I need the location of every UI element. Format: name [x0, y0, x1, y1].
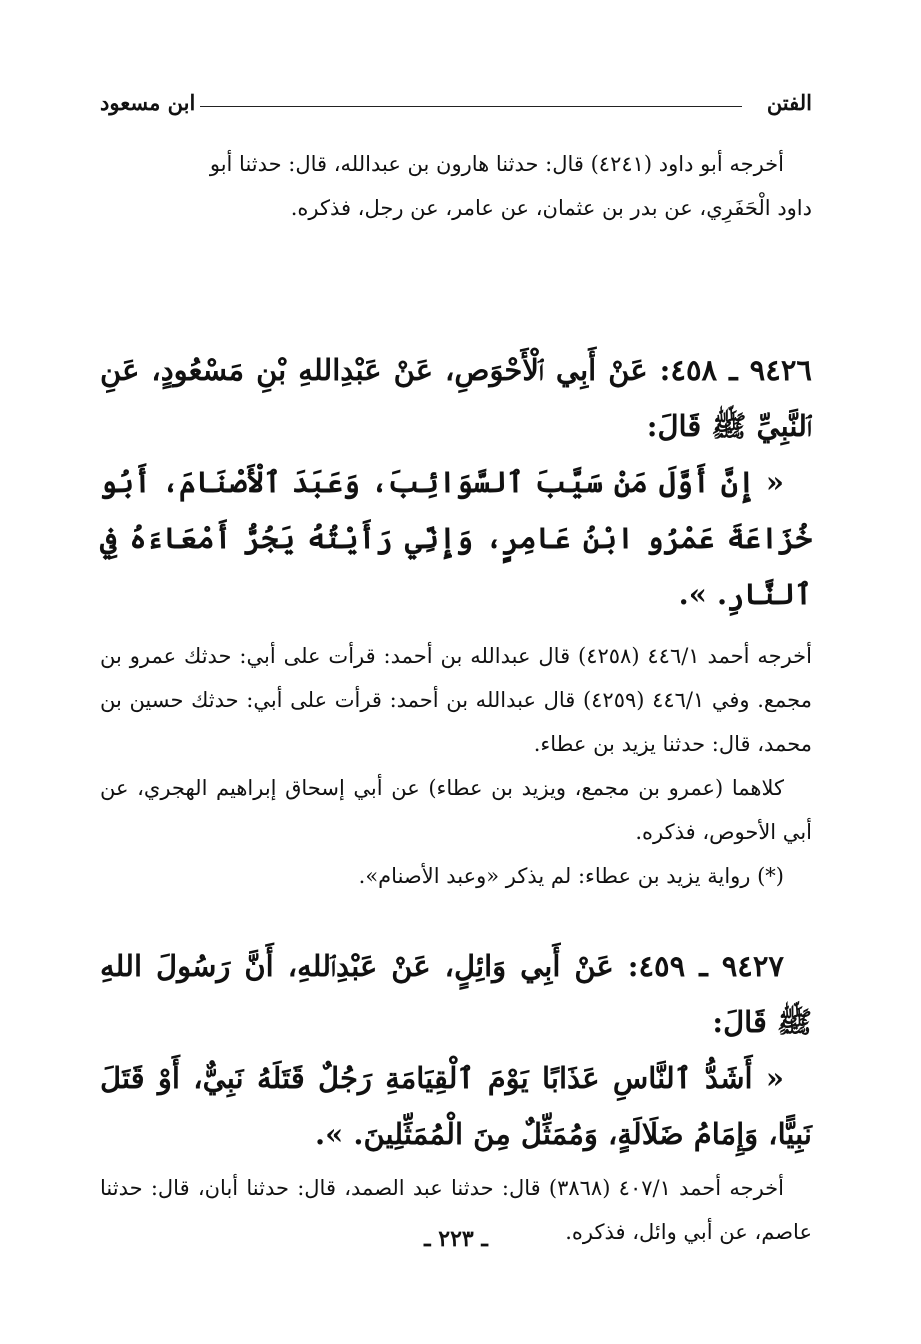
hadith-1-matn: « إِنَّ أَوَّلَ مَنْ سَيَّبَ ٱلسَّوَائِبَ، وَعَبَدَ ٱلْأَصْنَامَ، أَبُو خُزَاعَةَ عَمْرُو ابْنُ عَامِرٍ، وَإِنِّي رَأَيْتُهُ يَجُرُّ أَمْعَاءَهُ فِي ٱلنَّارِ. ».	[100, 465, 812, 611]
page-number: ـ ٢٢٣ ـ	[424, 1226, 488, 1252]
header-rule	[200, 106, 742, 107]
hadith-1-isnad: ٩٤٢٦ ـ ٤٥٨: عَنْ أَبِي ٱلْأَحْوَصِ، عَنْ عَبْدِاللهِ بْنِ مَسْعُودٍ، عَنِ ٱلنَّبِيِّ ﷺ قَالَ:	[100, 353, 812, 443]
hadith-1-combined: كلاهما (عمرو بن مجمع، ويزيد بن عطاء) عن أبي إسحاق إبراهيم الهجري، عن أبي الأحوص، فذكره.	[100, 776, 812, 844]
hadith-1-footnote: (*) رواية يزيد بن عطاء: لم يذكر «وعبد الأصنام».	[358, 864, 784, 888]
top-note-line-2: داود الْحَفَرِي، عن بدر بن عثمان، عن عامر، عن رجل، فذكره.	[290, 196, 812, 220]
page-body	[100, 86, 812, 1286]
top-note	[100, 142, 812, 230]
hadith-2-takhrij: أخرجه أحمد ٤٠٧/١ (٣٨٦٨) قال: حدثنا عبد الصمد، قال: حدثنا أبان، قال: حدثنا عاصم، عن أبي وائل، فذكره.	[100, 1176, 812, 1244]
hadith-2-matn: « أَشَدُّ ٱلنَّاسِ عَذَابًا يَوْمَ ٱلْقِيَامَةِ رَجُلٌ قَتَلَهُ نَبِيٌّ، أَوْ قَتَلَ نَبِيًّا، وَإِمَامُ ضَلَالَةٍ، وَمُمَثِّلٌ مِنَ الْمُمَثِّلِينَ. ».	[100, 1061, 812, 1151]
top-note-line-1: أخرجه أبو داود (٤٢٤١) قال: حدثنا هارون بن عبدالله، قال: حدثنا أبو	[209, 152, 784, 176]
hadith-1-takhrij: أخرجه أحمد ٤٤٦/١ (٤٢٥٨) قال عبدالله بن أحمد: قرأت على أبي: حدثك عمرو بن مجمع. وفي ٤٤٦/١ (٤٢٥٩) قال عبدالله بن أحمد: قرأت على أبي: حدثك حسين بن محمد، قال: حدثنا يزيد بن عطاء.	[100, 644, 812, 756]
running-header	[100, 86, 812, 126]
chapter-title: الفتن	[766, 90, 812, 115]
section-title: ابن مسعود	[100, 90, 196, 115]
hadith-2-isnad: ٩٤٢٧ ـ ٤٥٩: عَنْ أَبِي وَائِلٍ، عَنْ عَبْدِٱللهِ، أَنَّ رَسُولَ اللهِ ﷺ قَالَ:	[100, 949, 812, 1039]
